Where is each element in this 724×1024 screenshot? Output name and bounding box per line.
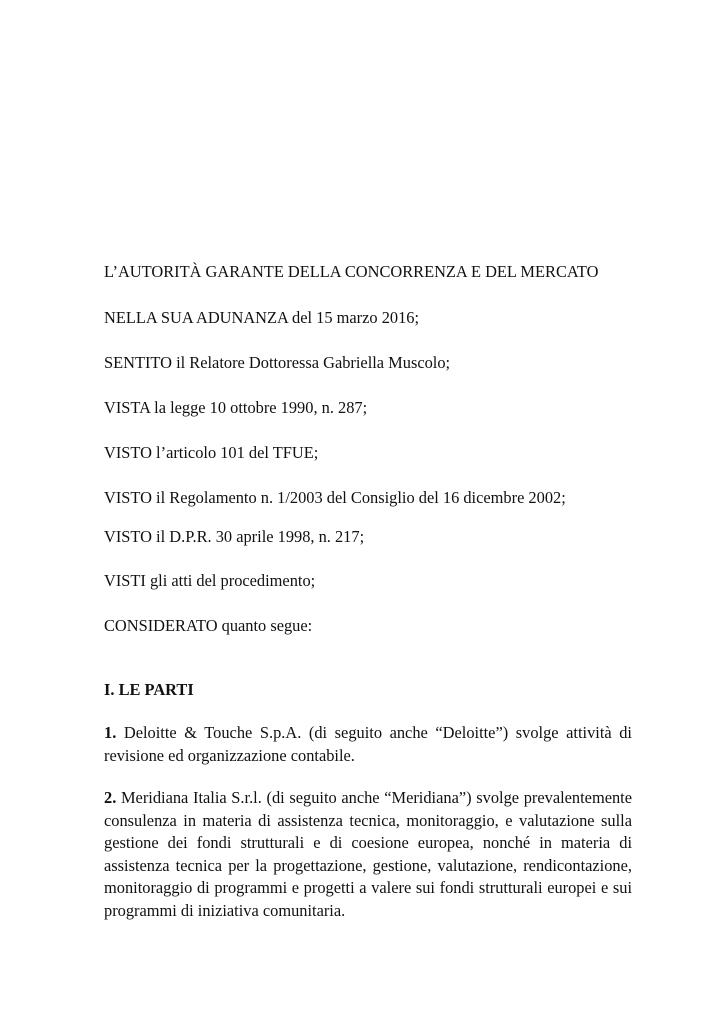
preamble-line-visto-regolamento: VISTO il Regolamento n. 1/2003 del Consiglio del 16 dicembre 2002; <box>104 488 566 507</box>
paragraph-number: 1. <box>104 723 117 742</box>
paragraph-2 <box>104 787 632 922</box>
preamble-line-adunanza: NELLA SUA ADUNANZA del 15 marzo 2016; <box>104 308 420 327</box>
preamble-line-vista-legge: VISTA la legge 10 ottobre 1990, n. 287; <box>104 398 368 417</box>
paragraph-text: Deloitte & Touche S.p.A. (di seguito anche “Deloitte”) svolge attività di revisione ed organizzazione contabile. <box>104 723 632 765</box>
paragraph-text: Meridiana Italia S.r.l. (di seguito anche “Meridiana”) svolge prevalentemente consulenza in materia di assistenza tecnica, monitoraggio, e valutazione sulla gestione dei fondi strutturali e di coesione europea, nonché in materia di assistenza tecnica per la progettazione, gestione, valutazione, rendicontazione, monitoraggio di programmi e progetti a valere sui fondi strutturali europei e sui programmi di iniziativa comunitaria. <box>104 788 632 920</box>
preamble-line-visto-articolo: VISTO l’articolo 101 del TFUE; <box>104 443 319 462</box>
paragraph-1 <box>104 722 632 767</box>
preamble-line-visto-dpr: VISTO il D.P.R. 30 aprile 1998, n. 217; <box>104 527 365 546</box>
document-title: L’AUTORITÀ GARANTE DELLA CONCORRENZA E DEL MERCATO <box>104 262 599 281</box>
section-heading: I. LE PARTI <box>104 680 194 699</box>
paragraph-number: 2. <box>104 788 117 807</box>
preamble-line-sentito: SENTITO il Relatore Dottoressa Gabriella Muscolo; <box>104 353 451 372</box>
preamble-line-considerato: CONSIDERATO quanto segue: <box>104 616 313 635</box>
preamble-line-visti-atti: VISTI gli atti del procedimento; <box>104 571 316 590</box>
